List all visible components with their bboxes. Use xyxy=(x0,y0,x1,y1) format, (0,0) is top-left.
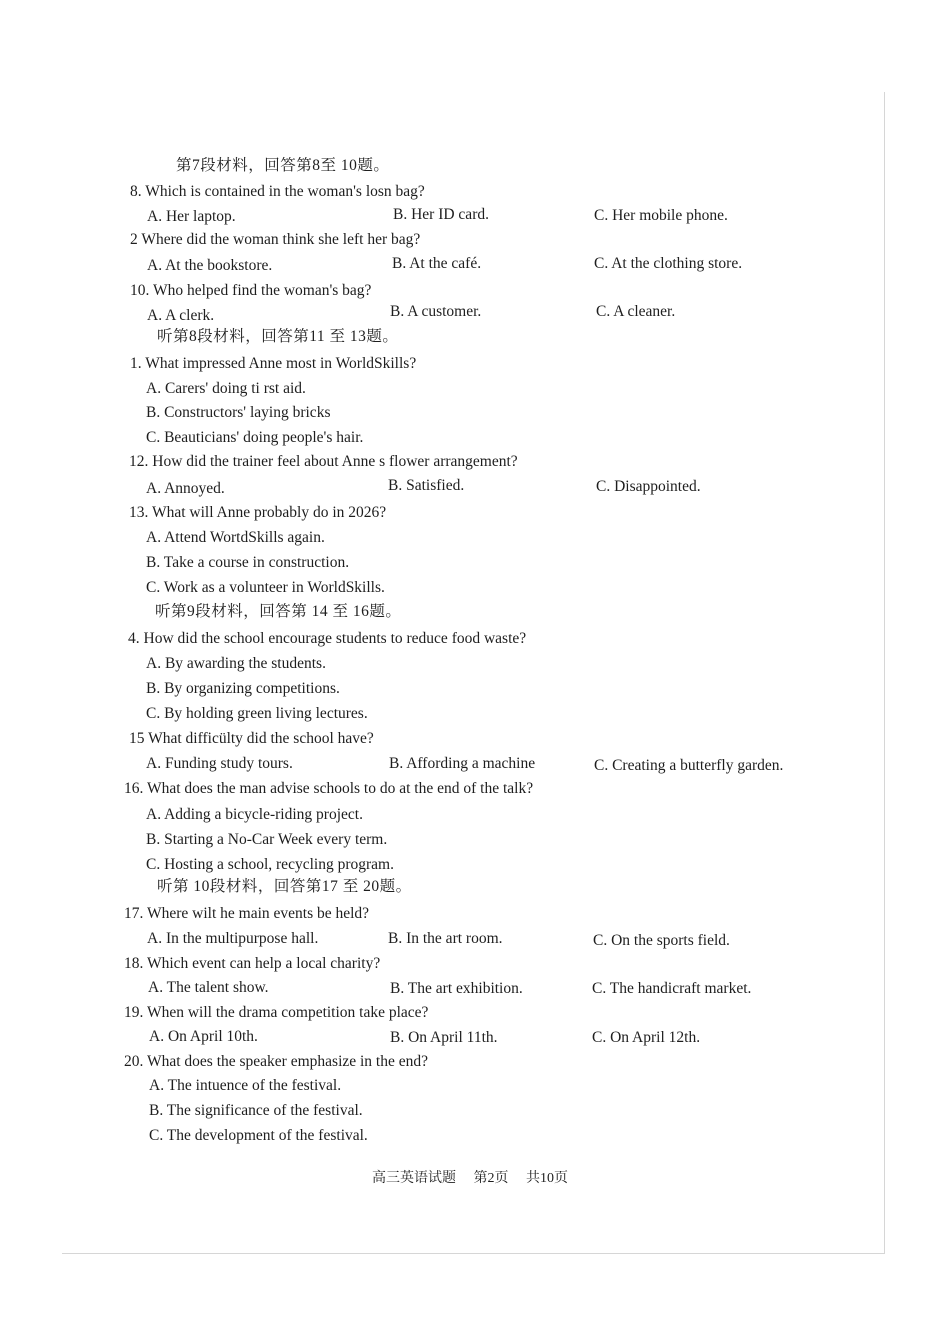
answer-option: A. On April 10th. xyxy=(149,1028,258,1045)
answer-option: B. On April 11th. xyxy=(390,1029,498,1046)
answer-option: C. Her mobile phone. xyxy=(594,207,728,224)
answer-option: A. At the bookstore. xyxy=(147,257,273,274)
question-stem: 1. What impressed Anne most in WorldSkills? xyxy=(130,355,417,372)
answer-option: A. The intuence of the festival. xyxy=(149,1077,342,1094)
section-heading: 第7段材料，回答第8至 10题。 xyxy=(176,157,390,174)
answer-option: A. A clerk. xyxy=(147,307,215,324)
answer-option: B. A customer. xyxy=(390,303,482,320)
answer-option: C. Beauticians' doing people's hair. xyxy=(146,429,364,446)
question-stem: 12. How did the trainer feel about Anne s flower arrangement? xyxy=(129,453,518,470)
question-stem: 19. When will the drama competition take place? xyxy=(124,1004,429,1021)
answer-option: B. Starting a No-Car Week every term. xyxy=(146,831,388,848)
answer-option: A. Her laptop. xyxy=(147,208,236,225)
answer-option: B. Constructors' laying bricks xyxy=(146,404,331,421)
answer-option: C. At the clothing store. xyxy=(594,255,743,272)
answer-option: A. In the multipurpose hall. xyxy=(147,930,319,947)
section-heading: 听第 10段材料，回答第17 至 20题。 xyxy=(157,878,412,895)
answer-option: C. Disappointed. xyxy=(596,478,701,495)
answer-option: A. Annoyed. xyxy=(146,480,225,497)
answer-option: C. The handicraft market. xyxy=(592,980,752,997)
question-stem: 2 Where did the woman think she left her bag? xyxy=(130,231,421,248)
answer-option: A. Carers' doing ti rst aid. xyxy=(146,380,306,397)
question-stem: 20. What does the speaker emphasize in the end? xyxy=(124,1053,429,1070)
answer-option: B. Affording a machine xyxy=(389,755,536,772)
answer-option: A. Funding study tours. xyxy=(146,755,293,772)
section-heading: 听第9段材料，回答第 14 至 16题。 xyxy=(155,603,402,620)
question-stem: 15 What difficülty did the school have? xyxy=(129,730,374,747)
page-edge-right xyxy=(884,92,885,1254)
footer-title: 高三英语试题 xyxy=(372,1171,456,1186)
answer-option: B. Satisfied. xyxy=(388,477,465,494)
question-stem: 13. What will Anne probably do in 2026? xyxy=(129,504,387,521)
answer-option: A. The talent show. xyxy=(148,979,269,996)
answer-option: C. The development of the festival. xyxy=(149,1127,368,1144)
answer-option: C. By holding green living lectures. xyxy=(146,705,368,722)
question-stem: 18. Which event can help a local charity? xyxy=(124,955,381,972)
section-heading: 听第8段材料，回答第11 至 13题。 xyxy=(157,328,399,345)
footer-page-number: 第2页 xyxy=(473,1171,509,1186)
answer-option: B. The significance of the festival. xyxy=(149,1102,363,1119)
answer-option: B. Her ID card. xyxy=(393,206,489,223)
answer-option: C. On the sports field. xyxy=(593,932,730,949)
question-stem: 4. How did the school encourage students to reduce food waste? xyxy=(128,630,527,647)
answer-option: B. The art exhibition. xyxy=(390,980,523,997)
answer-option: A. Adding a bicycle-riding project. xyxy=(146,806,363,823)
question-stem: 16. What does the man advise schools to do at the end of the talk? xyxy=(124,780,534,797)
question-stem: 17. Where wilt he main events be held? xyxy=(124,905,370,922)
answer-option: C. Creating a butterfly garden. xyxy=(594,757,784,774)
question-stem: 10. Who helped find the woman's bag? xyxy=(130,282,372,299)
answer-option: B. Take a course in construction. xyxy=(146,554,350,571)
answer-option: C. Hosting a school, recycling program. xyxy=(146,856,394,873)
question-stem: 8. Which is contained in the woman's losn bag? xyxy=(130,183,425,200)
answer-option: A. Attend WortdSkills again. xyxy=(146,529,325,546)
answer-option: C. A cleaner. xyxy=(596,303,676,320)
footer-total-pages: 共10页 xyxy=(526,1171,568,1186)
answer-option: B. At the café. xyxy=(392,255,482,272)
answer-option: B. In the art room. xyxy=(388,930,503,947)
answer-option: C. Work as a volunteer in WorldSkills. xyxy=(146,579,385,596)
answer-option: A. By awarding the students. xyxy=(146,655,326,672)
page-footer xyxy=(372,1169,582,1189)
answer-option: C. On April 12th. xyxy=(592,1029,701,1046)
answer-option: B. By organizing competitions. xyxy=(146,680,340,697)
page-edge-bottom xyxy=(62,1253,885,1254)
